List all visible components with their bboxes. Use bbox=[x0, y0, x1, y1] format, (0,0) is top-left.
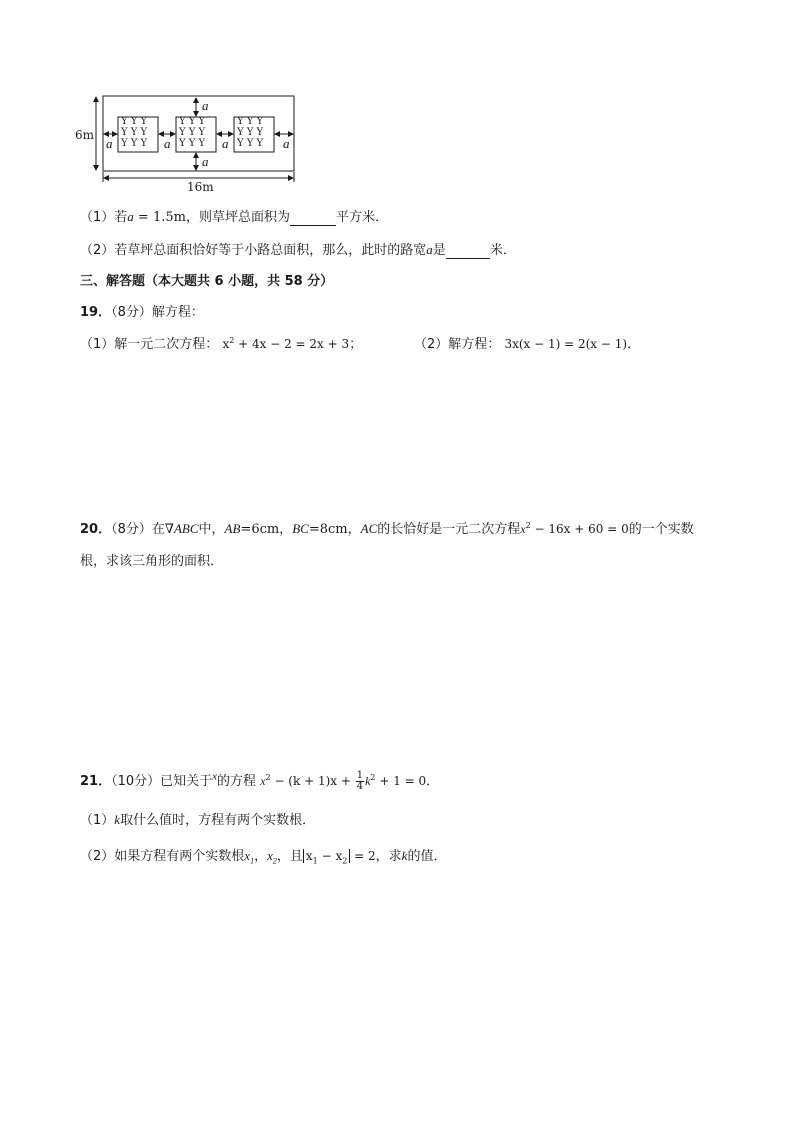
figure-label-a-2: a bbox=[164, 136, 171, 151]
fraction-one-quarter: $\frac{1}{4}$ bbox=[356, 770, 364, 792]
q19-stem: 19．（8分）解方程： bbox=[80, 305, 204, 320]
q19-part1: （1）解一元二次方程： $x^2 + 4x - 2 = 2x + 3$； bbox=[80, 336, 363, 352]
figure-label-height: 6m bbox=[75, 128, 95, 142]
q18-part1: （1）若a = 1.5m，则草坪总面积为 平方米． bbox=[80, 209, 388, 225]
section-title: 三、解答题（本大题共 6 小题，共 58 分） bbox=[80, 274, 334, 289]
q20-line2: 根，求该三角形的面积． bbox=[80, 554, 224, 569]
q18-part2: （2）若草坪总面积恰好等于小路总面积，那么，此时的路宽a是 米． bbox=[80, 242, 516, 258]
q21-stem: 21．（10分）已知关于$^x$的方程 $x^2 - (k + 1)x$ + $\frac{1}{4}$ $k^2 + 1 = 0$． bbox=[80, 770, 440, 792]
grass-marks-2: Y Y Y Y Y Y Y Y Y bbox=[179, 116, 206, 149]
grass-marks-3: Y Y Y Y Y Y Y Y Y bbox=[237, 116, 264, 149]
grass-marks-1: Y Y Y Y Y Y Y Y Y bbox=[121, 116, 148, 149]
figure-label-a-3: a bbox=[222, 136, 229, 151]
q19-part2: （2）解方程： 3x(x − 1) = 2(x − 1)． bbox=[414, 337, 641, 352]
figure-label-a-top: a bbox=[202, 98, 209, 113]
figure-label-a-1: a bbox=[106, 136, 113, 151]
figure-label-width: 16m bbox=[187, 180, 214, 194]
figure-label-a-4: a bbox=[283, 136, 290, 151]
q21-part1: （1）k取什么值时，方程有两个实数根． bbox=[80, 812, 316, 828]
answer-blank[interactable] bbox=[290, 210, 336, 226]
q20-line1: 20．（8分）在∇ABC中，AB=6cm，BC=8cm，AC的长恰好是一元二次方程$x^2 - 16x + 60 = 0$的一个实数 bbox=[80, 521, 694, 537]
q21-part2: （2）如果方程有两个实数根$x_1$，$x_2$，且 $x_1 - x_2 = 2$，求k的值． bbox=[80, 848, 447, 866]
figure-label-a-bottom: a bbox=[202, 154, 209, 169]
absolute-value: $x_1 - x_2$ bbox=[303, 849, 350, 863]
answer-blank[interactable] bbox=[446, 243, 490, 259]
